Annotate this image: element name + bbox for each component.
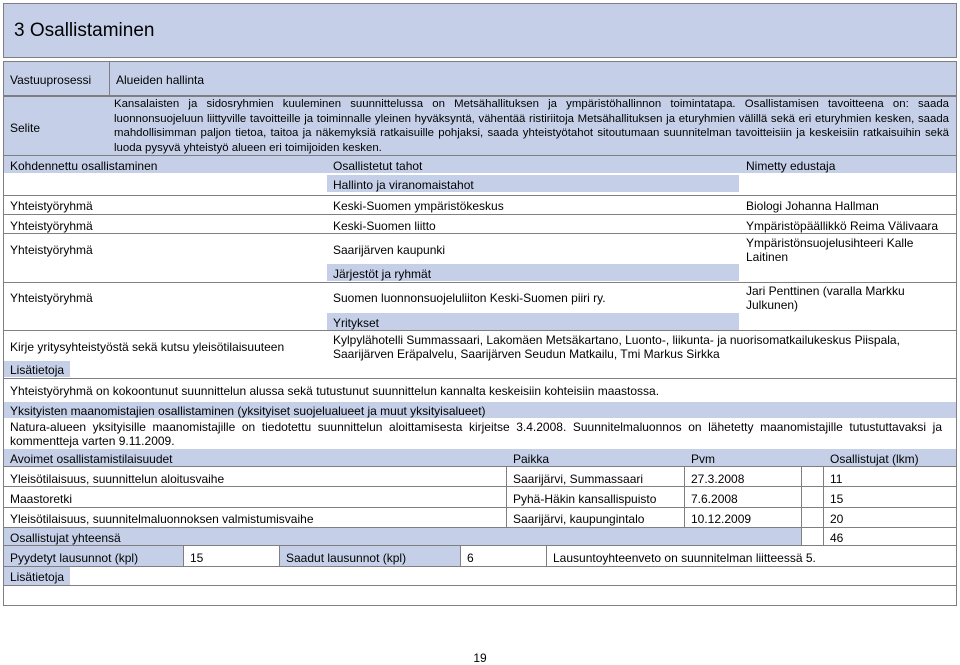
vastuuprosessi-value: Alueiden hallinta <box>116 73 205 87</box>
event1-place: Saarijärvi, Summassaari <box>513 472 644 486</box>
row5-type: Kirje yritysyhteistyöstä sekä kutsu yleisötilaisuuteen <box>10 340 285 354</box>
public-col-place: Paikka <box>513 452 550 466</box>
targeted-col3-header: Nimetty edustaja <box>746 159 836 173</box>
event2-count: 15 <box>830 492 844 506</box>
event1-date: 27.3.2008 <box>691 472 745 486</box>
group2-header: Järjestöt ja ryhmät <box>333 267 432 281</box>
row2-rep: Ympäristöpäällikkö Reima Välivaara <box>746 219 939 233</box>
public-col-event: Avoimet osallistamistilaisuudet <box>10 452 173 466</box>
public-col-count: Osallistujat (lkm) <box>830 452 919 466</box>
summary-text: Lausuntoyhteenveto on suunnitelman liitteessä 5. <box>553 551 816 565</box>
row4-type: Yhteistyöryhmä <box>10 291 93 305</box>
row1-type: Yhteistyöryhmä <box>10 199 93 213</box>
row5-party: Kylpylähotelli Summassaari, Lakomäen Metsäkartano, Luonto-, liikunta- ja nuorisomatkailukeskus Piispala, Saarijärven Eräpalvelu, Saarijärven Seudun Matkailu, Tmi Markus Sirkka <box>333 333 900 361</box>
event2-name: Maastoretki <box>10 492 73 506</box>
selite-label: Selite <box>10 121 41 135</box>
row2-party: Keski-Suomen liitto <box>333 219 436 233</box>
row3-rep: Ympäristönsuojelusihteeri Kalle Laitinen <box>746 236 914 264</box>
event1-count: 11 <box>830 472 843 486</box>
section-title: 3 Osallistaminen <box>14 19 155 41</box>
group3-header: Yritykset <box>333 316 380 330</box>
private-header: Yksityisten maanomistajien osallistaminen (yksityiset suojelualueet ja muut yksityisalueet) <box>10 404 486 418</box>
total-label: Osallistujat yhteensä <box>10 531 121 545</box>
vastuuprosessi-label: Vastuuprosessi <box>10 73 92 87</box>
lisatietoja1-text: Yhteistyöryhmä on kokoontunut suunnittelun alussa sekä tutustunut suunnittelun kannalta keskeisiin kohteisiin maastossa. <box>10 384 660 398</box>
row4-party: Suomen luonnonsuojeluliiton Keski-Suomen piiri ry. <box>333 291 606 305</box>
row2-type: Yhteistyöryhmä <box>10 219 93 233</box>
lisatietoja1-label: Lisätietoja <box>10 363 65 377</box>
event3-place: Saarijärvi, kaupungintalo <box>513 512 645 526</box>
total-value: 46 <box>830 531 844 545</box>
event3-date: 10.12.2009 <box>691 512 752 526</box>
requested-value: 15 <box>190 551 204 565</box>
requested-label: Pyydetyt lausunnot (kpl) <box>10 551 139 565</box>
row3-type: Yhteistyöryhmä <box>10 243 93 257</box>
event3-name: Yleisötilaisuus, suunnitelmaluonnoksen valmistumisvaihe <box>10 512 314 526</box>
event1-name: Yleisötilaisuus, suunnittelun aloitusvaihe <box>10 472 225 486</box>
received-label: Saadut lausunnot (kpl) <box>286 551 407 565</box>
page-number: 19 <box>473 651 487 665</box>
private-text: Natura-alueen yksityisille maanomistajille on tiedotettu suunnittelun aloittamisesta kirjeitse 3.4.2008. Suunnitelmaluonnos on lähetetty maanomistajille tutustuttavaksi ja kommentteja varten 9.11.2009. <box>10 420 942 448</box>
event2-place: Pyhä-Häkin kansallispuisto <box>513 492 657 506</box>
lisatietoja2-label: Lisätietoja <box>10 570 65 584</box>
event3-count: 20 <box>830 512 844 526</box>
targeted-col2-header: Osallistetut tahot <box>333 159 423 173</box>
row3-party: Saarijärven kaupunki <box>333 243 446 257</box>
row4-rep: Jari Penttinen (varalla Markku Julkunen) <box>746 284 905 312</box>
selite-text: Kansalaisten ja sidosryhmien kuuleminen suunnittelussa on Metsähallituksen ja ympäristöhallinnon toimintatapa. Osallistamisen tavoitteena on: saada luonnonsuojeluun liittyville tavoitteille ja toiminnalle yleinen hyväksyntä, vähentää ristiriitoja Metsähallituksen ja eturyhmien välillä sekä eri eturyhmien kesken, saada mahdollisimman paljon tietoa, taitoa ja näkemyksiä ratkaisuille pohjaksi, saada yhteistyötahot sitoutumaan suunnitelman tavoitteisiin ja keskeisiin ratkaisuihin sekä luoda pysyvä yhteistyö alueen eri toimijoiden kesken. <box>114 98 949 154</box>
event2-date: 7.6.2008 <box>691 492 738 506</box>
public-col-date: Pvm <box>691 452 715 466</box>
section-title-bar <box>3 3 957 58</box>
row1-rep: Biologi Johanna Hallman <box>746 199 879 213</box>
group1-header: Hallinto ja viranomaistahot <box>333 178 474 192</box>
received-value: 6 <box>467 551 474 565</box>
row1-party: Keski-Suomen ympäristökeskus <box>333 199 504 213</box>
targeted-col1-header: Kohdennettu osallistaminen <box>10 159 158 173</box>
